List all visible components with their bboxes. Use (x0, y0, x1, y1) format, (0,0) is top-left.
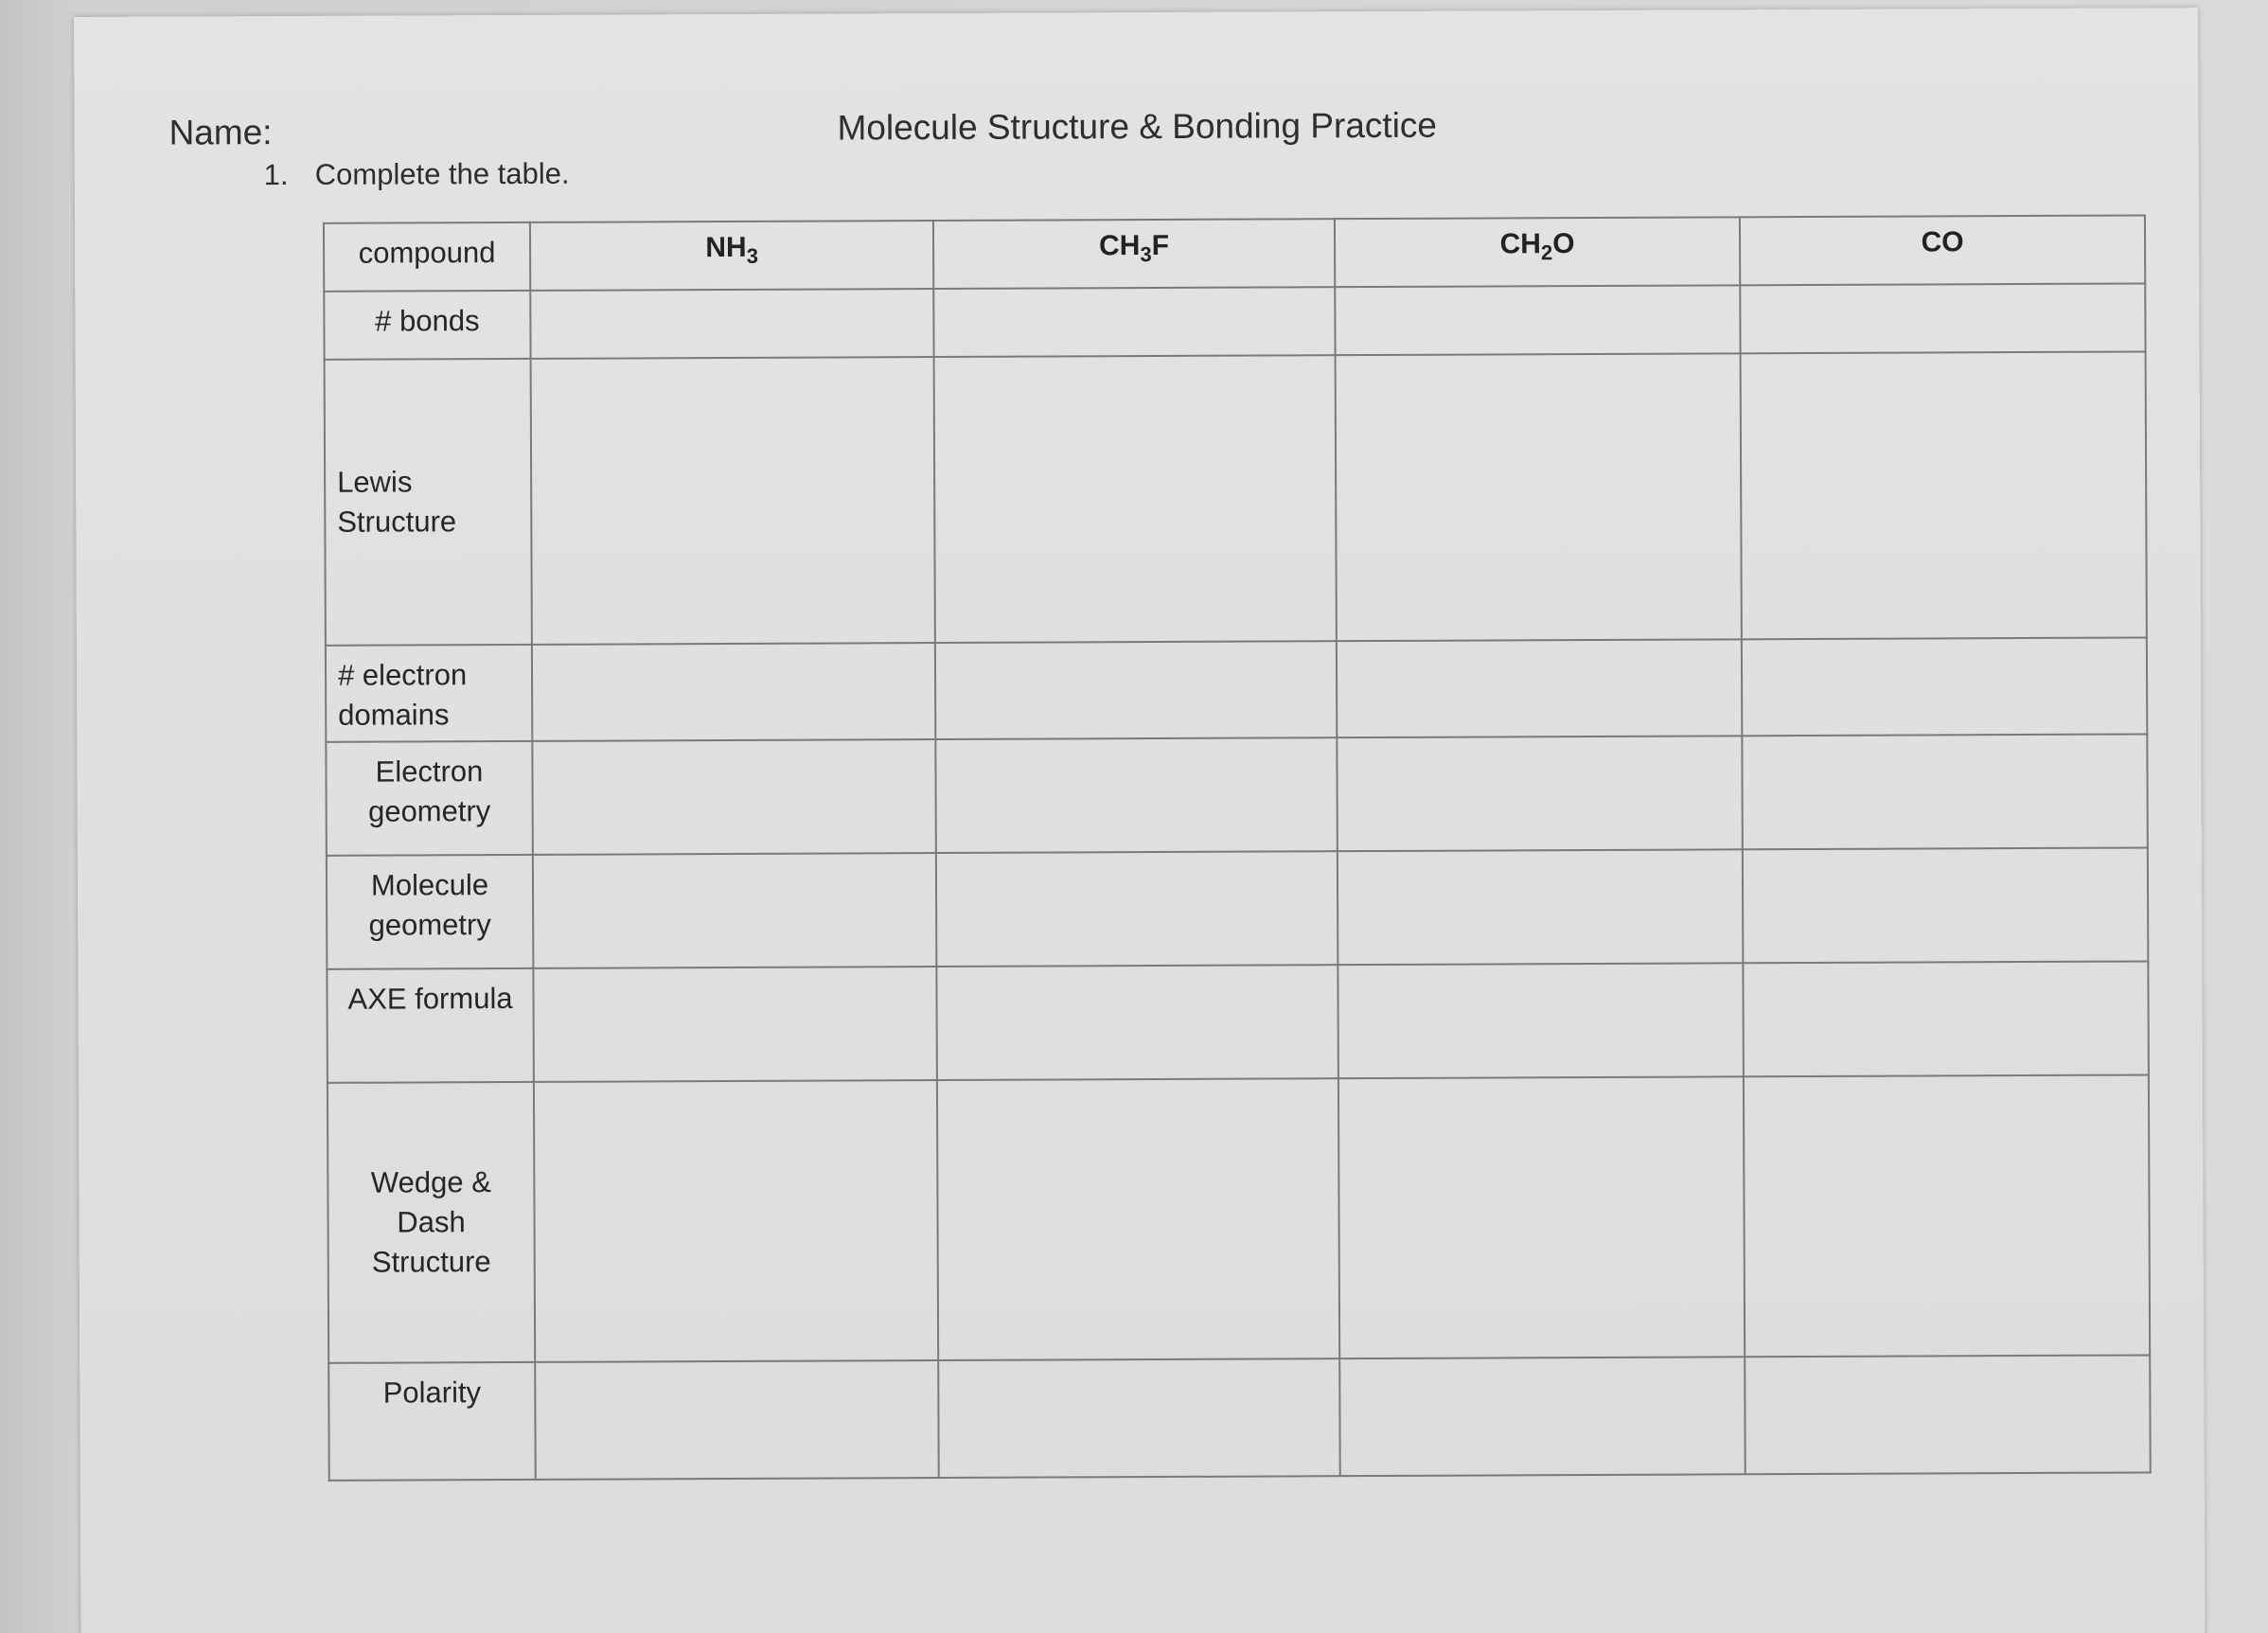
answer-cell[interactable] (935, 641, 1337, 739)
instruction-text: Complete the table. (314, 156, 570, 191)
compound-formula: CO (1921, 226, 1964, 258)
compound-subscript: 2 (1540, 240, 1553, 265)
answer-cell[interactable] (1338, 1076, 1745, 1358)
answer-cell[interactable] (532, 739, 936, 855)
table-row-axe-formula (327, 961, 2149, 1082)
row-label-text: Polarity (382, 1376, 482, 1410)
answer-cell[interactable] (1338, 849, 1744, 965)
table-row-lewis-structure (325, 351, 2147, 645)
answer-cell[interactable] (936, 851, 1338, 967)
answer-cell[interactable] (530, 289, 933, 359)
row-label-text: geometry (368, 908, 491, 942)
row-label-molecule-geometry (327, 855, 534, 969)
answer-cell[interactable] (1743, 961, 2149, 1076)
row-label-bonds (324, 291, 530, 360)
compound-formula: NH (705, 231, 747, 264)
table-row-wedge-dash (328, 1074, 2150, 1362)
instruction-number: 1. (263, 158, 289, 192)
row-label-text: Lewis (337, 465, 413, 499)
compound-header-nh3 (530, 221, 933, 291)
answer-cell[interactable] (531, 357, 935, 645)
worksheet-page (74, 8, 2206, 1633)
answer-cell[interactable] (934, 355, 1337, 643)
compound-subscript: 3 (746, 243, 758, 268)
answer-cell[interactable] (1741, 351, 2147, 639)
row-label-text: Wedge & (370, 1165, 491, 1199)
answer-cell[interactable] (936, 965, 1338, 1080)
answer-cell[interactable] (938, 1358, 1340, 1478)
answer-cell[interactable] (532, 643, 935, 741)
row-label-text: Structure (371, 1245, 491, 1279)
answer-cell[interactable] (1338, 963, 1744, 1078)
table-row-polarity (328, 1355, 2151, 1480)
answer-cell[interactable] (933, 287, 1335, 357)
row-label-wedge-dash (328, 1082, 535, 1363)
row-label-text: domains (338, 698, 450, 732)
compound-formula: CH (1499, 228, 1542, 260)
row-label-axe-formula (327, 968, 534, 1083)
answer-cell[interactable] (533, 967, 937, 1082)
table-header-row (324, 215, 2145, 291)
row-label-text: Molecule (370, 868, 489, 902)
row-label-electron-geometry (326, 741, 533, 856)
answer-cell[interactable] (1743, 847, 2149, 963)
instruction (264, 157, 570, 192)
corner-header-cell (324, 222, 530, 292)
answer-cell[interactable] (533, 853, 937, 968)
answer-cell[interactable] (1339, 1357, 1745, 1476)
row-label-text: # electron (337, 658, 468, 692)
worksheet-title: Molecule Structure & Bonding Practice (837, 105, 1438, 148)
table-row-molecule-geometry (327, 847, 2149, 968)
answer-cell[interactable] (1336, 353, 1742, 641)
compound-header-co (1740, 215, 2145, 285)
row-label-electron-domains (326, 645, 532, 742)
answer-cell[interactable] (1335, 285, 1740, 355)
row-label-text: Dash (397, 1205, 466, 1239)
compound-header-ch3f (933, 219, 1335, 289)
compound-subscript: 3 (1140, 242, 1152, 267)
row-label-text: geometry (367, 794, 491, 828)
table-row-electron-domains (326, 637, 2147, 741)
row-label-text: # bonds (375, 304, 480, 338)
compound-formula-tail: O (1552, 228, 1575, 260)
answer-cell[interactable] (1740, 283, 2145, 353)
compound-header-ch2o (1335, 217, 1740, 287)
compound-formula: CH (1099, 230, 1141, 262)
answer-cell[interactable] (534, 1080, 938, 1362)
answer-cell[interactable] (1337, 736, 1743, 851)
answer-cell[interactable] (535, 1360, 939, 1480)
table-row-electron-geometry (326, 734, 2148, 855)
row-label-text: AXE formula (347, 981, 513, 1016)
name-label: Name: (168, 113, 273, 152)
compound-formula-tail: F (1151, 229, 1170, 262)
answer-cell[interactable] (1337, 639, 1742, 737)
answer-cell[interactable] (1742, 734, 2148, 849)
row-label-polarity (328, 1362, 536, 1481)
answer-cell[interactable] (1742, 637, 2147, 736)
row-label-text: Electron (375, 754, 484, 789)
answer-cell[interactable] (1745, 1355, 2151, 1474)
row-label-lewis-structure (325, 359, 532, 646)
corner-label: compound (358, 236, 496, 270)
answer-cell[interactable] (937, 1078, 1339, 1360)
row-label-text: Structure (337, 505, 457, 539)
answer-cell[interactable] (1744, 1074, 2150, 1357)
table-row-bonds (324, 283, 2145, 359)
answer-cell[interactable] (935, 737, 1338, 853)
bonding-table (323, 214, 2152, 1481)
